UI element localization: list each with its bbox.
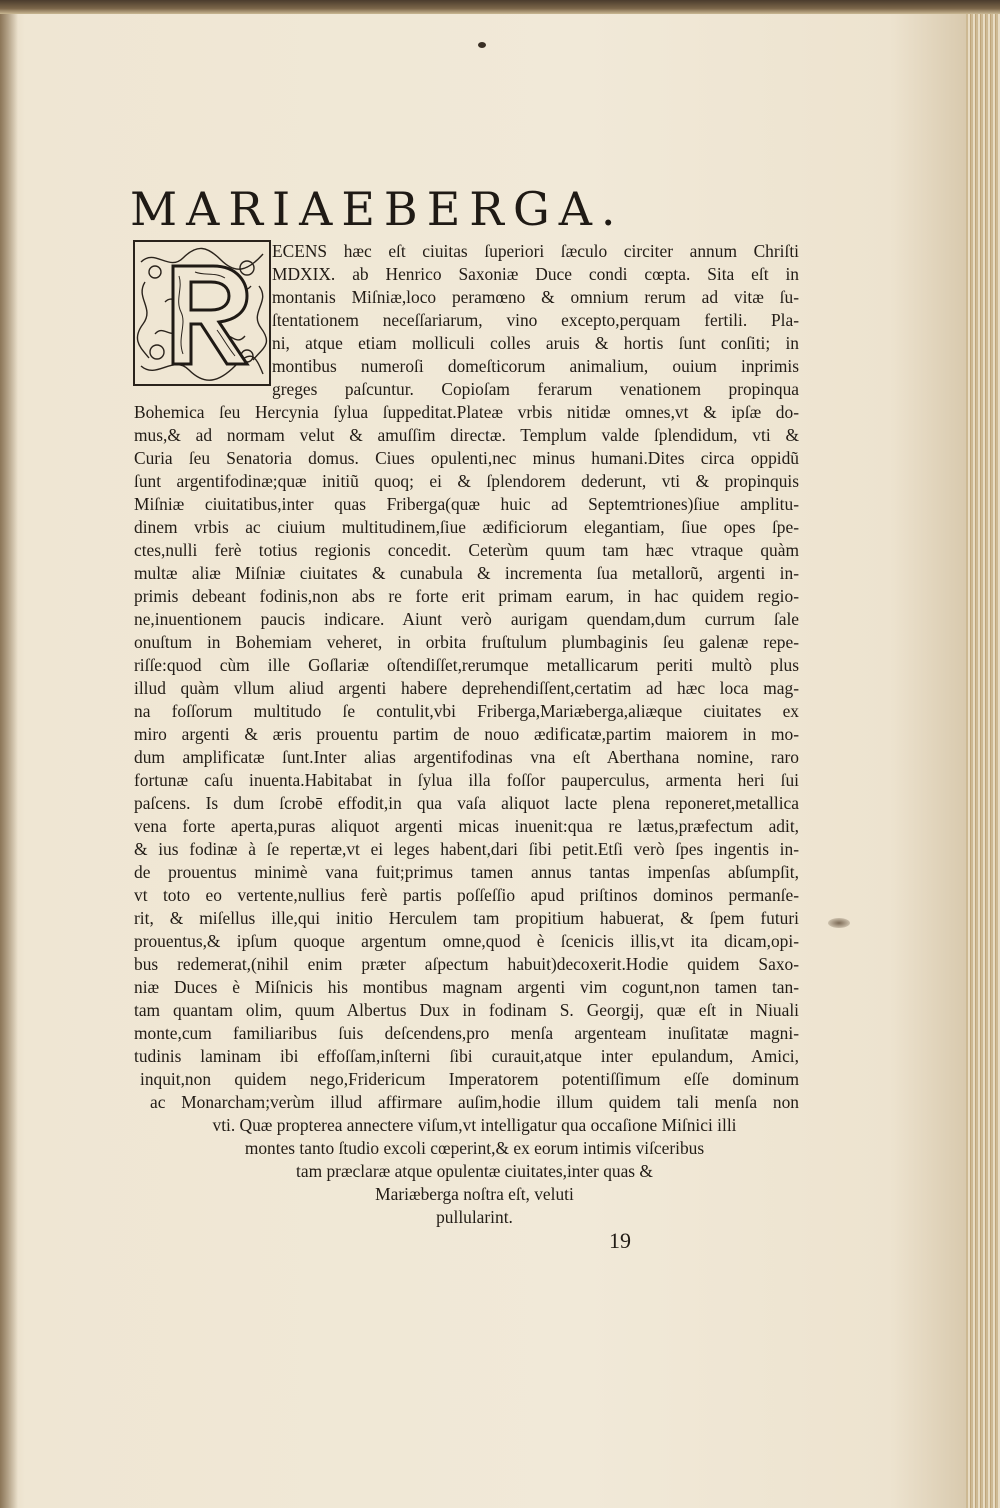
text-line: montes tanto ſtudio excoli cœperint,& ex eorum intimis viſceribus: [244, 1138, 705, 1158]
text-line: Miſniæ ciuitatibus,inter quas Friberga(quæ huic ad Septemtriones)ſiue amplitu-: [134, 494, 799, 514]
text-line: MDXIX. ab Henrico Saxoniæ Duce condi cœpta. Sita eſt in: [272, 264, 799, 284]
lead-word: ECENS: [272, 241, 328, 261]
text-line: bus redemerat,(nihil enim præter aſpectum habuit)decoxerit.Hodie quidem Saxo-: [134, 954, 799, 974]
text-line: Curia ſeu Senatoria domus. Ciues opulenti,nec minus humani.Dites circa oppidũ: [134, 448, 799, 468]
text-line: multæ aliæ Miſniæ ciuitates & cunabula & incrementa ſua metallorũ, argenti in-: [134, 563, 799, 583]
text-line: mus,& ad normam velut & amuſſim directæ. Templum valde ſplendidum, vti &: [134, 425, 799, 445]
text-line: fortunæ caſu inuenta.Habitabat in ſylua illa foſſor pauperculus, armenta heri ſui: [134, 770, 799, 790]
text-line: monte,cum familiaribus ſuis deſcendens,pro menſa argenteam inuſitatæ magni-: [134, 1023, 799, 1043]
text-line: tam præclaræ atque opulentæ ciuitates,inter quas &: [296, 1161, 653, 1181]
text-line: & ius fodinæ à ſe repertæ,vt ei leges habent,dari ſibi petit.Etſi verò ſpes ingentis in-: [134, 839, 799, 859]
text-line: dinem vrbis ac ciuium multitudinem,ſiue ædificiorum elegantiam, ſiue opes ſpe-: [134, 517, 799, 537]
text-line: [272, 240, 799, 263]
text-line: ſunt argentifodinæ;quæ initiũ quoq; ei & ſplendorem dederunt, vti & propinquis: [134, 471, 799, 491]
page-number: 19: [609, 1228, 631, 1253]
text-line: paſcens. Is dum ſcrobē effodit,in qua vaſa aliquot lacte plena reponeret,metallica: [134, 793, 799, 813]
text-line: ne,inuentionem paucis indicare. Aiunt verò aurigam quendam,dum currum ſale: [134, 609, 799, 629]
text-line: dum amplificatæ ſunt.Inter alias argentifodinas vna eſt Aberthana nomine, raro: [134, 747, 799, 767]
text-line: ac Monarcham;verùm illud affirmare auſim,hodie illum quidem tali menſa non: [150, 1092, 799, 1112]
text-line: vt toto eo vertente,nullius ferè partis poſſeſſio apud priſtinos dominos permanſe-: [134, 885, 799, 905]
text-line: vena forte aperta,puras aliquot argenti micas inuenit:qua re lætus,præfectum adit,: [134, 816, 799, 836]
text-line: de prouentus minimè vana fuit;primus tamen annus tantas impenſas abſumpſit,: [134, 862, 799, 882]
lead-line-rest: hæc eſt ciuitas ſuperiori ſæculo circiter annum Chriſti: [327, 241, 799, 261]
text-line: prouentus,& ipſum quoque argentum omne,quod è ſcenicis illis,vt ita dicam,opi-: [134, 931, 799, 951]
text-line: Bohemica ſeu Hercynia ſylua ſuppeditat.Plateæ vrbis nitidæ omnes,vt & ipſæ do-: [134, 402, 799, 422]
text-line: montibus numeroſi domeſticorum animalium, ouium inprimis: [272, 356, 799, 376]
text-line: niæ Duces è Miſnicis his montibus magnam argenti vim cogunt,non tamen tan-: [134, 977, 799, 997]
text-line: ni, atque etiam molliculi colles aruis & hortis ſunt conſiti; in: [272, 333, 799, 353]
text-line: ctes,nulli ferè totius regionis concedit. Ceterùm quum tam hæc vtraque quàm: [134, 540, 799, 560]
text-line: illud quàm vllum aliud argenti habere deprehendiſſent,certatim ad hæc loca mag-: [134, 678, 799, 698]
text-line: ſtentationem neceſſariarum, vino excepto,perquam fertili. Pla-: [272, 310, 799, 330]
text-line: na foſſorum multitudo ſe contulit,vbi Friberga,Mariæberga,aliæque ciuitates ex: [134, 701, 799, 721]
text-line: vti. Quæ propterea annectere viſum,vt intelligatur qua occaſione Miſnici illi: [212, 1115, 737, 1135]
text-line: onuſtum in Bohemiam veheret, in orbita fruſtulum plumbaginis ſeu galenæ repe-: [134, 632, 799, 652]
text-line: tam quantam olim, quum Albertus Dux in fodinam S. Georgij, quæ eſt in Niuali: [134, 1000, 799, 1020]
page-title: MARIAEBERGA.: [130, 182, 625, 236]
text-line: rit, & miſellus ille,qui initio Herculem tam propitium habuerat, & ſpem futuri: [134, 908, 799, 928]
text-line: inquit,non quidem nego,Fridericum Imperatorem potentiſſimum eſſe dominum: [140, 1069, 799, 1089]
text-line: greges paſcuntur. Copioſam ferarum venationem propinqua: [272, 379, 799, 399]
text-line: tudinis laminam ibi effoſſam,inſterni ſibi curauit,atque inter epulandum, Amici,: [134, 1046, 799, 1066]
text-line: montanis Miſniæ,loco peramœno & omnium rerum ad vitæ ſu-: [272, 287, 799, 307]
text-line: primis debeant fodinis,non abs re forte erit primam earum, in hac quidem regio-: [134, 586, 799, 606]
text-line: riſſe:quod cùm ille Goſlariæ oſtendiſſet,rerumque metallicarum periti multò plus: [134, 655, 799, 675]
text-line: Mariæberga noſtra eſt, veluti: [375, 1184, 574, 1204]
text-line: miro argenti & æris prouentu partim de nouo ædificatæ,partim maiorem in mo-: [134, 724, 799, 744]
text-line: pullularint.: [436, 1207, 513, 1227]
